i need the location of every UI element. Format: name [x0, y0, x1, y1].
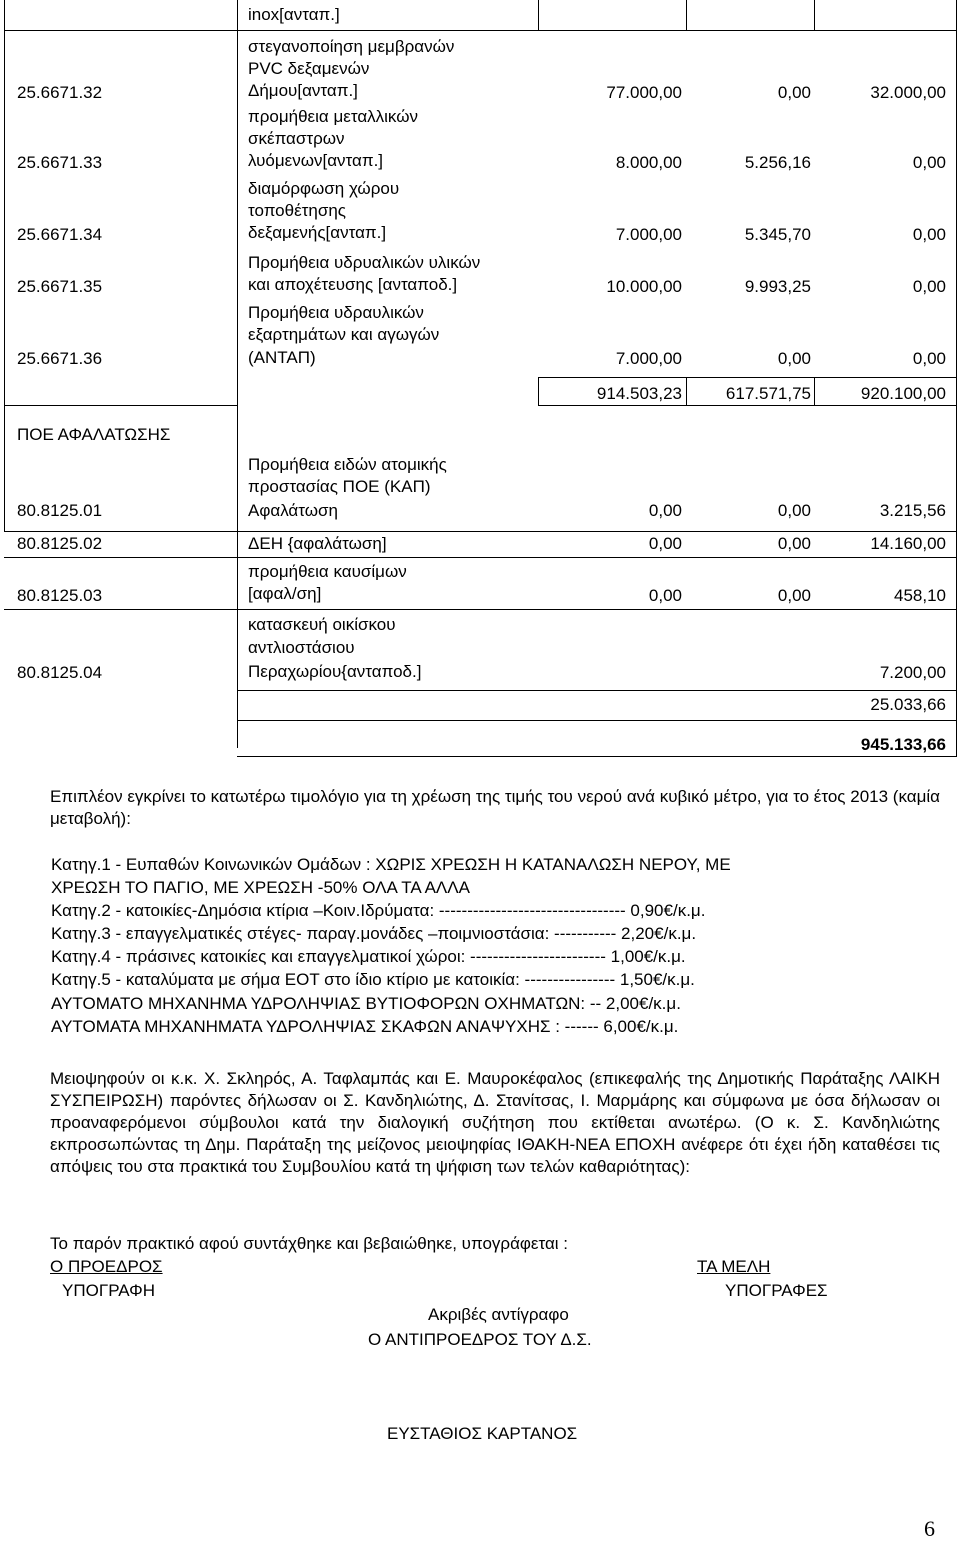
row-desc: κατασκευή οικίσκου [248, 615, 396, 634]
total-value-3: 920.100,00 [860, 384, 946, 403]
row-value-1: 8.000,00 [615, 153, 682, 172]
row-value-1: 0,00 [648, 501, 682, 520]
row-value-2: 5.256,16 [744, 153, 811, 172]
category-line: Κατηγ.4 - πράσινες κατοικίες και επαγγελματικοί χώροι: ------------------------ 1,00€/κ.μ. [51, 947, 686, 966]
minority-paragraph: Μειοψηφούν οι κ.κ. Χ. Σκληρός, Α. Ταφλαμπάς και Ε. Μαυροκέφαλος (επικεφαλής της Δημοτικής Παράταξης ΛΑΙΚΗ ΣΥΣΠΕΙΡΩΣΗ) παρόντες δήλωσαν οι Σ. Κανδηλιώτης, Δ. Στανίτσας, Ι. Μαρμάρης και σύμφωνα με όσα δήλωσαν οι προαναφερόμενοι σύμβουλοι κατά την διαλογική συζήτηση που εκτίθεται ανωτέρω. (Ο κ. Σ. Κανδηλιώτης εκπροσωπώντας τη Δημ. Παράταξη της μείζονος μειοψηφίας ΙΘΑΚΗ-ΝΕΑ ΕΠΟΧΗ ανέφερε ότι έχει ήδη καταθέσει τις απόψεις του στα πρακτικά του Συμβουλίου κατά τη ψήφιση των τελών καθαριότητας): [50, 1069, 940, 1176]
table-v1-col-border [686, 0, 687, 30]
row-value-3: 14.160,00 [870, 534, 946, 553]
row-desc: PVC δεξαμενών [248, 59, 370, 78]
row-value-3: 0,00 [912, 277, 946, 296]
table-desc-col-border [538, 0, 539, 30]
row-value-2: 0,00 [777, 501, 811, 520]
row-code: 25.6671.32 [17, 83, 103, 102]
row-desc: Περαχωρίου{ανταποδ.] [248, 662, 422, 681]
row-desc: προστασίας ΠΟΕ (ΚΑΠ) [248, 477, 431, 496]
president-signature-label: ΥΠΟΓΡΑΦΗ [62, 1281, 155, 1300]
row-desc: Δήμου[ανταπ.] [248, 81, 358, 100]
row-value-1: 0,00 [648, 534, 682, 553]
row-value-1: 0,00 [648, 586, 682, 605]
row-desc: τοποθέτησης [248, 201, 346, 220]
page-number: 6 [924, 1516, 935, 1541]
vice-president-label: Ο ΑΝΤΙΠΡΟΕΔΡΟΣ ΤΟΥ Δ.Σ. [368, 1330, 592, 1349]
row-desc: και αποχέτευσης [ανταποδ.] [248, 275, 458, 294]
row-code: 80.8125.02 [17, 534, 103, 553]
row-desc: προμήθεια μεταλλικών [248, 107, 418, 126]
category-line: ΑΥΤΟΜΑΤΑ ΜΗΧΑΝΗΜΑΤΑ ΥΔΡΟΛΗΨΙΑΣ ΣΚΑΦΩΝ ΑΝΑΨΥΧΗΣ : ------ 6,00€/κ.μ. [51, 1017, 679, 1036]
row-desc: στεγανοποίηση μεμβρανών [248, 37, 455, 56]
totals-border [538, 377, 539, 406]
row-value-3: 3.215,56 [879, 501, 946, 520]
section-label: ΠΟΕ ΑΦΑΛΑΤΩΣΗΣ [17, 425, 171, 444]
category-line: Κατηγ.1 - Ευπαθών Κοινωνικών Ομάδων : ΧΩΡΙΣ ΧΡΕΩΣΗ Η ΚΑΤΑΝΑΛΩΣΗ ΝΕΡΟΥ, ΜΕ [51, 855, 731, 874]
table-rule [4, 531, 957, 532]
closing-statement: Το παρόν πρακτικό αφού συντάχθηκε και βεβαιώθηκε, υπογράφεται : [50, 1234, 569, 1253]
row-value-1: 77.000,00 [606, 83, 682, 102]
row-value-2: 0,00 [777, 83, 811, 102]
table-rule [4, 609, 957, 610]
totals-border [686, 377, 687, 406]
total-value-1: 914.503,23 [596, 384, 682, 403]
row-value-2: 9.993,25 [744, 277, 811, 296]
grand-total-value: 945.133,66 [860, 735, 946, 754]
table-left-border [4, 0, 5, 532]
category-line: Κατηγ.3 - επαγγελματικές στέγες- παραγ.μονάδες –ποιμνιοστάσια: ----------- 2,20€/κ.μ. [51, 924, 697, 943]
total-value-2: 617.571,75 [725, 384, 811, 403]
table-rule [237, 756, 957, 757]
row-desc: διαμόρφωση χώρου [248, 179, 400, 198]
row-code: 25.6671.35 [17, 277, 103, 296]
row-desc: λυόμενων[ανταπ.] [248, 151, 384, 170]
row-value-1: 7.000,00 [615, 349, 682, 368]
table-rule [4, 405, 237, 406]
true-copy-label: Ακριβές αντίγραφο [428, 1305, 569, 1324]
row-desc: Προμήθεια υδραυλικών [248, 303, 424, 322]
row-value-3: 458,10 [894, 586, 946, 605]
row-desc: προμήθεια καυσίμων [248, 562, 407, 581]
row-desc: (ΑΝΤΑΠ) [248, 348, 316, 367]
table-rule [4, 30, 957, 31]
row-code: 80.8125.04 [17, 663, 103, 682]
row-value-2: 5.345,70 [744, 225, 811, 244]
row-value-3: 7.200,00 [879, 663, 946, 682]
table-rule [237, 720, 957, 721]
row-desc: σκέπαστρων [248, 129, 345, 148]
row-code: 80.8125.01 [17, 501, 103, 520]
row-desc: ΔΕΗ {αφαλάτωση] [248, 534, 387, 553]
row-value-3: 32.000,00 [870, 83, 946, 102]
row-desc: Προμήθεια υδρυαλικών υλικών [248, 253, 481, 272]
president-heading: Ο ΠΡΟΕΔΡΟΣ [50, 1257, 163, 1276]
row-desc: αντλιοστάσιου [248, 638, 355, 657]
totals-rule [538, 377, 957, 378]
table-v2-col-border [814, 0, 815, 30]
row-desc: Αφαλάτωση [248, 501, 338, 520]
row-desc: inox[ανταπ.] [248, 5, 340, 24]
totals-rule [538, 405, 957, 406]
row-value-3: 0,00 [912, 225, 946, 244]
row-value-2: 0,00 [777, 349, 811, 368]
subtotal-value: 25.033,66 [870, 695, 946, 714]
category-line: ΑΥΤΟΜΑΤΟ ΜΗΧΑΝΗΜΑ ΥΔΡΟΛΗΨΙΑΣ ΒΥΤΙΟΦΟΡΩΝ ΟΧΗΜΑΤΩΝ: -- 2,00€/κ.μ. [51, 994, 681, 1013]
row-desc: εξαρτημάτων και αγωγών [248, 325, 440, 344]
table-right-border [956, 0, 957, 756]
category-line: ΧΡΕΩΣΗ ΤΟ ΠΑΓΙΟ, ΜΕ ΧΡΕΩΣΗ -50% ΟΛΑ ΤΑ ΑΛΛΑ [51, 878, 470, 897]
intro-paragraph: Επιπλέον εγκρίνει το κατωτέρω τιμολόγιο για τη χρέωση της τιμής του νερού ανά κυβικό μέτρο, για το έτος 2013 (καμία μεταβολή): [50, 787, 940, 828]
row-value-3: 0,00 [912, 153, 946, 172]
totals-border [814, 377, 815, 406]
row-value-2: 0,00 [777, 534, 811, 553]
row-code: 25.6671.36 [17, 349, 103, 368]
row-desc: δεξαμενής[ανταπ.] [248, 223, 387, 242]
table-rule [237, 690, 957, 691]
table-rule [4, 557, 957, 558]
table-code-col-border [237, 0, 238, 748]
members-signatures-label: ΥΠΟΓΡΑΦΕΣ [725, 1281, 828, 1300]
row-code: 80.8125.03 [17, 586, 103, 605]
row-code: 25.6671.34 [17, 225, 103, 244]
category-line: Κατηγ.2 - κατοικίες-Δημόσια κτίρια –Κοιν.Ιδρύματα: --------------------------------- 0,90€/κ.μ. [51, 901, 706, 920]
row-code: 25.6671.33 [17, 153, 103, 172]
row-desc: Προμήθεια ειδών ατομικής [248, 455, 447, 474]
row-value-1: 10.000,00 [606, 277, 682, 296]
members-heading: ΤΑ ΜΕΛΗ [697, 1257, 771, 1276]
row-value-3: 0,00 [912, 349, 946, 368]
signatory-name: ΕΥΣΤΑΘΙΟΣ ΚΑΡΤΑΝΟΣ [387, 1424, 578, 1443]
row-value-2: 0,00 [777, 586, 811, 605]
row-desc: [αφαλ/ση] [248, 584, 322, 603]
category-line: Κατηγ.5 - καταλύματα με σήμα ΕΟΤ στο ίδιο κτίριο με κατοικία: ---------------- 1,50€/κ.μ. [51, 970, 695, 989]
row-value-1: 7.000,00 [615, 225, 682, 244]
